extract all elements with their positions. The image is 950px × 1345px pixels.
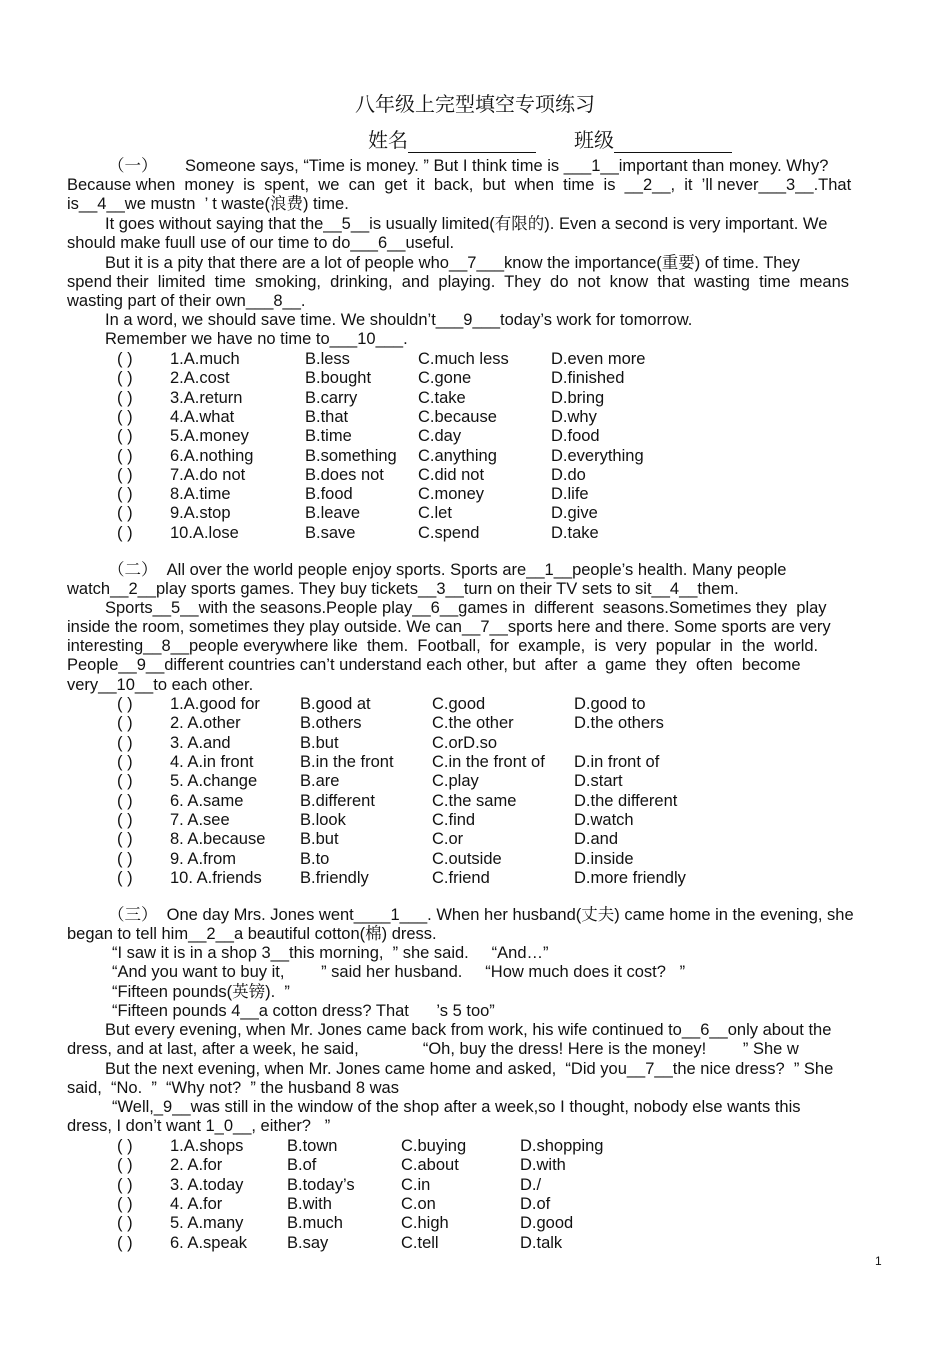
answer-option: C.in bbox=[401, 1175, 431, 1194]
passage-line: Because when money is spent, we can get it back, but when time is __2__, it ’ll never___3__.That bbox=[67, 176, 852, 194]
answer-option: D.bring bbox=[551, 388, 605, 407]
answer-option: B.in the front bbox=[300, 753, 394, 772]
passage-line: spend their limited time smoking, drinking, and playing. They do not know that wasting time means bbox=[67, 273, 849, 291]
answer-parentheses[interactable]: ( ) bbox=[117, 772, 133, 791]
answer-option: D.and bbox=[574, 830, 619, 849]
answer-parentheses[interactable]: ( ) bbox=[117, 695, 133, 713]
answer-parentheses[interactable]: ( ) bbox=[117, 1156, 133, 1175]
passage-line: It goes without saying that the__5__is usually limited(有限的). Even a second is very important. We bbox=[105, 215, 828, 233]
passage-line: “And you want to buy it, ” said her husband. “How much does it cost? ” bbox=[112, 963, 686, 981]
answer-option: C.the same bbox=[432, 791, 517, 810]
answer-parentheses[interactable]: ( ) bbox=[117, 849, 133, 868]
answer-option: B.say bbox=[287, 1233, 329, 1252]
answer-option: 1.A.shops bbox=[170, 1137, 244, 1155]
passage-line: But every evening, when Mr. Jones came back from work, his wife continued to__6__only about the bbox=[105, 1021, 832, 1039]
name-blank[interactable] bbox=[408, 132, 536, 153]
answer-option: D.in front of bbox=[574, 753, 660, 772]
answer-option: D.good to bbox=[574, 695, 646, 713]
answer-option: D.of bbox=[520, 1194, 551, 1213]
passage-line: （三） One day Mrs. Jones went____1___. When her husband(丈夫) came home in the evening, she bbox=[108, 906, 854, 924]
answer-option: C.orD.so bbox=[432, 733, 498, 752]
answer-parentheses[interactable]: ( ) bbox=[117, 1214, 133, 1233]
answer-option: C.on bbox=[401, 1194, 436, 1213]
answer-option: D.do bbox=[551, 465, 586, 484]
answer-option: D.with bbox=[520, 1156, 566, 1175]
answer-option: C.find bbox=[432, 811, 476, 830]
passage-line: very__10__to each other. bbox=[67, 676, 254, 694]
answer-option: D.why bbox=[551, 407, 597, 426]
answer-option: C.friend bbox=[432, 869, 490, 888]
answer-option: 8. A.because bbox=[170, 830, 266, 849]
name-class-row bbox=[368, 124, 732, 153]
answer-option: D.the others bbox=[574, 714, 664, 733]
answer-parentheses[interactable]: ( ) bbox=[117, 811, 133, 830]
passage-line: “I saw it is in a shop 3__this morning, ” she said. “And…” bbox=[112, 944, 549, 962]
answer-option: B.something bbox=[305, 446, 397, 465]
answer-option: 1.A.good for bbox=[170, 695, 260, 713]
answer-parentheses[interactable]: ( ) bbox=[117, 1175, 133, 1194]
answer-option: 9.A.stop bbox=[170, 504, 231, 523]
answer-option: D.give bbox=[551, 504, 598, 523]
answer-option: C.the other bbox=[432, 714, 514, 733]
passage-line: Remember we have no time to___10___. bbox=[105, 330, 408, 348]
class-blank[interactable] bbox=[614, 132, 732, 153]
passage-line: inside the room, sometimes they play outside. We can__7__sports here and there. Some sports are very bbox=[67, 618, 831, 636]
answer-parentheses[interactable]: ( ) bbox=[117, 427, 133, 446]
answer-parentheses[interactable]: ( ) bbox=[117, 485, 133, 504]
answer-option: C.about bbox=[401, 1156, 459, 1175]
answer-option: B.town bbox=[287, 1137, 338, 1155]
answer-option: B.leave bbox=[305, 504, 361, 523]
answer-option: C.buying bbox=[401, 1137, 467, 1155]
answer-parentheses[interactable]: ( ) bbox=[117, 446, 133, 465]
passage-line: is__4__we mustn ’ t waste(浪费) time. bbox=[67, 195, 349, 213]
passage-line: watch__2__play sports games. They buy tickets__3__turn on their TV sets to sit__4__them. bbox=[67, 580, 739, 598]
answer-option: C.because bbox=[418, 407, 497, 426]
answer-parentheses[interactable]: ( ) bbox=[117, 504, 133, 523]
answer-option: C.day bbox=[418, 427, 462, 446]
answer-option: D.more friendly bbox=[574, 869, 686, 888]
answer-parentheses[interactable]: ( ) bbox=[117, 714, 133, 733]
answer-option: C.let bbox=[418, 504, 452, 523]
answer-option: 2. A.other bbox=[170, 714, 241, 733]
answer-option: D.start bbox=[574, 772, 623, 791]
answer-option: 2.A.cost bbox=[170, 369, 230, 388]
answer-option: B.to bbox=[300, 849, 330, 868]
answer-option: D.shopping bbox=[520, 1137, 604, 1155]
answer-option: B.friendly bbox=[300, 869, 369, 888]
answer-option: D.talk bbox=[520, 1233, 563, 1252]
passage-line: Sports__5__with the seasons.People play__6__games in different seasons.Sometimes they play bbox=[105, 599, 827, 617]
answer-option: 6.A.nothing bbox=[170, 446, 254, 465]
passage-line: said, “No. ” “Why not? ” the husband 8 was bbox=[67, 1079, 399, 1097]
answer-option: B.today’s bbox=[287, 1175, 355, 1194]
answer-option: 6. A.speak bbox=[170, 1233, 248, 1252]
answer-option: C.take bbox=[418, 388, 466, 407]
answer-option: 6. A.same bbox=[170, 791, 244, 810]
answer-parentheses[interactable]: ( ) bbox=[117, 1233, 133, 1252]
answer-option: B.of bbox=[287, 1156, 317, 1175]
answer-option: C.in the front of bbox=[432, 753, 545, 772]
answer-option: D.inside bbox=[574, 849, 634, 868]
class-label: 班级 bbox=[574, 128, 614, 152]
name-label: 姓名 bbox=[368, 128, 408, 152]
answer-option: 5.A.money bbox=[170, 427, 249, 446]
answer-option: D.even more bbox=[551, 350, 646, 368]
answer-option: D.food bbox=[551, 427, 600, 446]
answer-option: C.much less bbox=[418, 350, 509, 368]
answer-option: 4.A.what bbox=[170, 407, 235, 426]
answer-parentheses[interactable]: ( ) bbox=[117, 407, 133, 426]
answer-parentheses[interactable]: ( ) bbox=[117, 1137, 133, 1155]
passage-line: began to tell him__2__a beautiful cotton(棉) dress. bbox=[67, 925, 437, 943]
answer-option: B.carry bbox=[305, 388, 358, 407]
answer-parentheses[interactable]: ( ) bbox=[117, 753, 133, 772]
passage-line: “Fifteen pounds 4__a cotton dress? That ’s 5 too” bbox=[112, 1002, 495, 1020]
answer-parentheses[interactable]: ( ) bbox=[117, 733, 133, 752]
answer-option: D.finished bbox=[551, 369, 625, 388]
passage-line: should make fuull use of our time to do___6__useful. bbox=[67, 234, 455, 252]
answer-option: B.look bbox=[300, 811, 346, 830]
passage-line: But the next evening, when Mr. Jones came home and asked, “Did you__7__the nice dress? ” She bbox=[105, 1060, 834, 1078]
answer-option: 9. A.from bbox=[170, 849, 237, 868]
answer-option: B.bought bbox=[305, 369, 372, 388]
answer-option: B.others bbox=[300, 714, 362, 733]
answer-option: C.did not bbox=[418, 465, 485, 484]
answer-option: D.life bbox=[551, 485, 589, 504]
answer-option: C.play bbox=[432, 772, 479, 791]
answer-parentheses[interactable]: ( ) bbox=[117, 465, 133, 484]
answer-option: B.with bbox=[287, 1194, 332, 1213]
answer-option: D.everything bbox=[551, 446, 644, 465]
answer-option: 7.A.do not bbox=[170, 465, 246, 484]
answer-option: D.take bbox=[551, 523, 599, 542]
answer-option: 2. A.for bbox=[170, 1156, 223, 1175]
answer-option: 4. A.in front bbox=[170, 753, 254, 772]
passage-line: （一） Someone says, “Time is money. ” But I think time is ___1__important than money. Why? bbox=[108, 157, 829, 175]
answer-option: 10.A.lose bbox=[170, 523, 239, 542]
passage-line: But it is a pity that there are a lot of people who__7___know the importance(重要) of time. They bbox=[105, 254, 800, 272]
answer-option: C.good bbox=[432, 695, 486, 713]
answer-option: B.different bbox=[300, 791, 375, 810]
answer-option: C.high bbox=[401, 1214, 449, 1233]
answer-option: 5. A.change bbox=[170, 772, 258, 791]
answer-parentheses[interactable]: ( ) bbox=[117, 350, 133, 368]
answer-option: 10. A.friends bbox=[170, 869, 262, 888]
answer-option: 4. A.for bbox=[170, 1194, 223, 1213]
answer-parentheses[interactable]: ( ) bbox=[117, 388, 133, 407]
passage-line: In a word, we should save time. We shouldn’t___9___today’s work for tomorrow. bbox=[105, 311, 693, 329]
answer-option: C.outside bbox=[432, 849, 502, 868]
answer-option: 3. A.and bbox=[170, 733, 231, 752]
answer-option: B.are bbox=[300, 772, 340, 791]
passage-line: dress, and at last, after a week, he said, “Oh, buy the dress! Here is the money! ” She w bbox=[67, 1040, 799, 1058]
passage-line: “Fifteen pounds(英镑). ” bbox=[112, 983, 290, 1001]
passage-line: interesting__8__people everywhere like them. Football, for example, is very popular in the world. bbox=[67, 637, 819, 655]
passage-line: dress, I don’t want 1_0__, either? ” bbox=[67, 1117, 331, 1135]
answer-option: C.tell bbox=[401, 1233, 439, 1252]
answer-option: B.that bbox=[305, 407, 349, 426]
answer-option: C.gone bbox=[418, 369, 472, 388]
page-title: 八年级上完型填空专项练习 bbox=[355, 92, 595, 116]
answer-option: 1.A.much bbox=[170, 350, 240, 368]
answer-option: B.time bbox=[305, 427, 352, 446]
answer-option: B.less bbox=[305, 350, 350, 368]
answer-option: C.money bbox=[418, 485, 485, 504]
passage-line: People__9__different countries can’t understand each other, but after a game they often become bbox=[67, 656, 801, 674]
answer-parentheses[interactable]: ( ) bbox=[117, 523, 133, 542]
answer-parentheses[interactable]: ( ) bbox=[117, 791, 133, 810]
answer-parentheses[interactable]: ( ) bbox=[117, 830, 133, 849]
answer-option: D.watch bbox=[574, 811, 634, 830]
answer-option: B.good at bbox=[300, 695, 371, 713]
answer-option: B.much bbox=[287, 1214, 343, 1233]
answer-parentheses[interactable]: ( ) bbox=[117, 369, 133, 388]
answer-option: 8.A.time bbox=[170, 485, 231, 504]
answer-option: B.but bbox=[300, 733, 339, 752]
answer-option: D.good bbox=[520, 1214, 574, 1233]
answer-option: D./ bbox=[520, 1175, 542, 1194]
answer-option: D.the different bbox=[574, 791, 678, 810]
passage-line: （二） All over the world people enjoy sports. Sports are__1__people’s health. Many people bbox=[108, 561, 787, 579]
page-number: 1 bbox=[875, 1254, 882, 1268]
answer-option: B.does not bbox=[305, 465, 384, 484]
answer-option: B.but bbox=[300, 830, 339, 849]
answer-option: 7. A.see bbox=[170, 811, 230, 830]
passage-line: “Well,_9__was still in the window of the shop after a week,so I thought, nobody else wants this bbox=[112, 1098, 801, 1116]
answer-option: B.save bbox=[305, 523, 356, 542]
answer-option: C.spend bbox=[418, 523, 480, 542]
answer-option: 3.A.return bbox=[170, 388, 243, 407]
answer-parentheses[interactable]: ( ) bbox=[117, 869, 133, 888]
answer-option: C.anything bbox=[418, 446, 497, 465]
answer-option: C.or bbox=[432, 830, 464, 849]
answer-option: 3. A.today bbox=[170, 1175, 244, 1194]
answer-option: 5. A.many bbox=[170, 1214, 244, 1233]
passage-line: wasting part of their own___8__. bbox=[67, 292, 306, 310]
answer-parentheses[interactable]: ( ) bbox=[117, 1194, 133, 1213]
answer-option: B.food bbox=[305, 485, 353, 504]
